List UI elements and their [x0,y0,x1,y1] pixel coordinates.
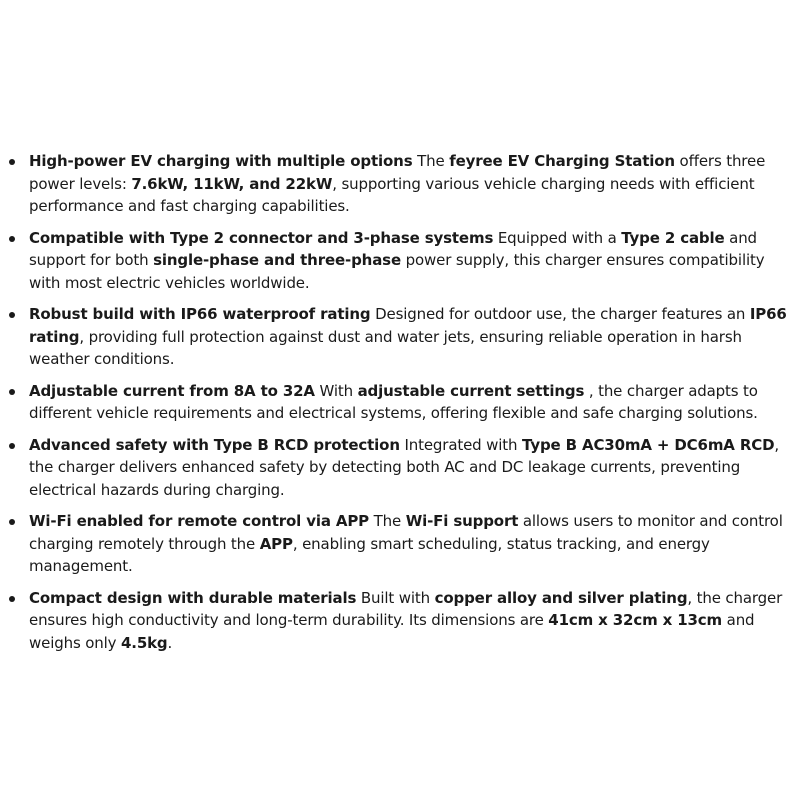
bullet-icon [9,236,15,242]
feature-text: The [369,512,406,530]
feature-highlight: APP [259,534,293,553]
feature-item-adjustable-current [0,380,800,425]
feature-list [0,150,800,663]
feature-text: , the charger ensures high conductivity and long-term durability. Its dimensions are [29,588,783,629]
feature-item-wifi [0,510,800,578]
feature-highlight: Type 2 cable [621,228,725,247]
feature-heading: Adjustable current from 8A to 32A [29,381,315,400]
feature-heading: Robust build with IP66 waterproof rating [29,305,371,323]
bullet-icon [9,443,15,449]
feature-text: , enabling smart scheduling, status tracking, and energy management. [29,534,710,575]
feature-heading: Compact design with durable materials [29,588,357,607]
bullet-icon [9,389,15,395]
feature-item-waterproof [0,303,800,371]
feature-item-compatibility [0,227,800,295]
feature-text: , the charger delivers enhanced safety by detecting both AC and DC leakage currents, preventing electrical hazards during charging. [29,435,780,499]
feature-text: and weighs only [29,611,755,652]
feature-highlight: 7.6kW, 11kW, and 22kW [131,174,333,193]
feature-text: Built with [356,588,435,607]
feature-text: Designed for outdoor use, the charger features an [370,305,750,323]
feature-highlight: 4.5kg [120,633,168,652]
feature-text: offers three power levels: [29,152,766,193]
bullet-icon [9,519,15,525]
feature-heading: Compatible with Type 2 connector and 3-phase systems [29,228,494,247]
bullet-icon [9,596,15,602]
feature-item-compact-design [0,587,800,655]
feature-text: The [412,152,450,170]
feature-heading: Advanced safety with Type B RCD protection [29,435,400,454]
feature-heading: Wi-Fi enabled for remote control via APP [29,512,370,530]
feature-text: Equipped with a [493,228,622,247]
feature-text: . [167,633,173,652]
bullet-icon [9,159,15,165]
feature-highlight: Wi-Fi support [405,512,519,530]
feature-highlight: Type B AC30mA + DC6mA RCD [522,435,775,454]
feature-item-power-levels [0,150,800,218]
feature-text: power supply, this charger ensures compatibility with most electric vehicles worldwide. [29,251,765,292]
feature-text: With [314,381,358,400]
feature-highlight: 41cm x 32cm x 13cm [548,611,723,629]
feature-text: allows users to monitor and control charging remotely through the [29,512,783,553]
feature-text: , providing full protection against dust and water jets, ensuring reliable operation in harsh weather conditions. [29,327,742,368]
feature-highlight: adjustable current settings [357,381,585,400]
feature-text: Integrated with [399,435,523,454]
feature-heading: High-power EV charging with multiple options [29,152,413,170]
feature-highlight: feyree EV Charging Station [449,152,675,170]
feature-text: and support for both [29,228,757,269]
bullet-icon [9,312,15,318]
feature-text: , supporting various vehicle charging needs with efficient performance and fast charging capabilities. [29,174,755,215]
feature-highlight: single-phase and three-phase [153,251,401,269]
feature-highlight: copper alloy and silver plating [434,588,688,607]
feature-text: , the charger adapts to different vehicle requirements and electrical systems, offering flexible and safe charging solutions. [29,381,758,422]
feature-item-safety [0,434,800,502]
feature-highlight: IP66 rating [29,305,787,346]
